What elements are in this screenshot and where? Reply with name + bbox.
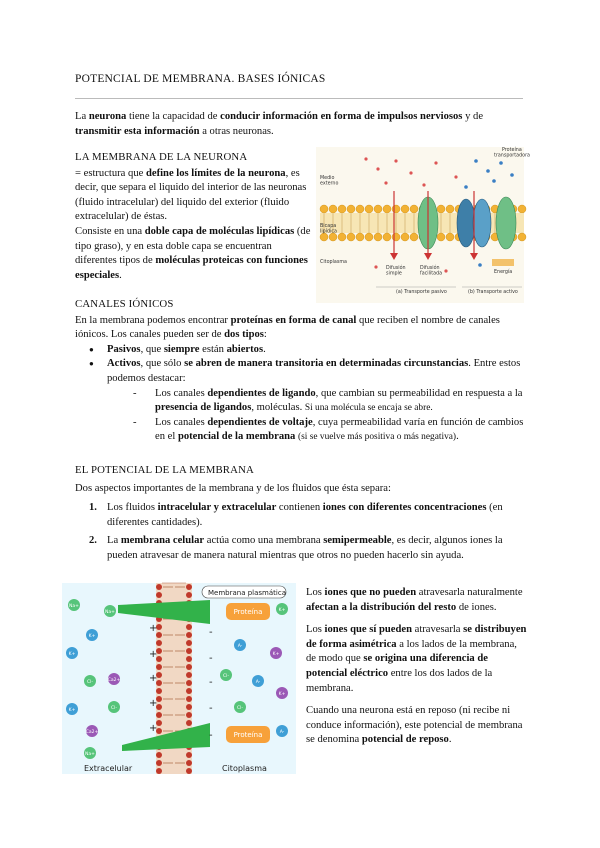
ion-label-2: K+ (88, 634, 96, 639)
plus-sign-1: + (149, 623, 158, 634)
ion-label-15: A- (255, 680, 261, 685)
svg-text:(b) Transporte activo: (b) Transporte activo (468, 290, 518, 295)
plus-sign-4: + (149, 698, 158, 709)
protein-label-top: Proteína (233, 608, 263, 616)
membrana-section (75, 150, 311, 283)
label-proteina-line1: Proteína (502, 148, 522, 153)
svg-text:Medioexterno: Medio externo (320, 176, 339, 187)
membrane-label: Membrana plasmática (208, 589, 286, 597)
ion-label-6: Ca2+ (107, 678, 121, 683)
ion-label-14: Cl- (222, 674, 230, 679)
page-title: POTENCIAL DE MEMBRANA. BASES IÓNICAS (75, 73, 326, 85)
ion-label-16: K+ (278, 692, 286, 697)
svg-text:(a) Transporte pasivo: (a) Transporte pasivo (396, 290, 447, 295)
ion-label-13: K+ (272, 652, 280, 657)
ion-p1: Los iones que no pueden atravesarla naturalmente afectan a la distribución del resto de iones. (306, 587, 523, 613)
potencial-heading: EL POTENCIAL DE LA MEMBRANA (75, 464, 254, 476)
svg-text:Citoplasma: Citoplasma (320, 260, 347, 265)
list-item-membrana-celular: 2. La membrana celular actúa como una membrana semipermeable, es decir, algunos iones la pueden atravesar de manera natural mientras que otros no pueden hacerlo sin ayuda. (89, 535, 503, 561)
plus-sign-3: + (149, 673, 158, 684)
potencial-list (75, 501, 530, 563)
ion-label-7: K+ (68, 708, 76, 713)
membrane-proteins (418, 197, 516, 249)
list-item-fluidos: 1. Los fluidos intracelular y extracelular contienen iones con diferentes concentraciones (en diferentes cantidades). (89, 502, 503, 528)
potencial-section (75, 463, 530, 564)
minus-sign-4: - (209, 703, 213, 714)
svg-text:Difusiónfacilitada: Difusión facilitada (420, 266, 443, 277)
ion-distribution-figure (62, 583, 296, 774)
membrane-bilayer-figure (316, 147, 530, 303)
ion-label-3: Na+ (105, 610, 115, 615)
ion-label-18: A- (279, 730, 285, 735)
minus-sign-2: - (209, 653, 213, 664)
canales-section (75, 297, 530, 445)
svg-text:Energía: Energía (494, 270, 513, 275)
minus-sign-5: - (209, 730, 213, 741)
svg-text:Bicapalipídica: Bicapa lipídica (320, 224, 337, 235)
ion-p2: Los iones que sí pueden atravesarla se distribuyen de forma asimétrica a los lados de la membrana, de modo que se origina una diferencia de potencial eléctrico entre los dos lados de la membrana. (306, 624, 527, 694)
ion-explanation (306, 586, 528, 756)
ion-p3: Cuando una neurona está en reposo (ni recibe ni conduce información), este potencial de membrana se denomina potencial de reposo. (306, 705, 523, 746)
potencial-intro: Dos aspectos importantes de la membrana y de los fluidos que ésta separa: (75, 482, 391, 494)
ion-label-17: Cl- (236, 706, 244, 711)
list-item-voltaje: - Los canales dependientes de voltaje, cuya permeabilidad varía en función de cambios en el potencial de la membrana (si se vuelve más positiva o más negativa). (75, 416, 530, 445)
membrana-def: = estructura que define los límites de la neurona, es decir, que separa el liquido del interior de las neuronas (fluido intracelular) del liquido del exterior (fluido extracelular) de éstas. (75, 167, 307, 223)
membrana-heading: LA MEMBRANA DE LA NEURONA (75, 151, 248, 163)
canales-intro: En la membrana podemos encontrar proteínas en forma de canal que reciben el nombre de canales iónicos. Los canales pueden ser de dos tipos: (75, 314, 500, 341)
extracellular-label: Extracelular (84, 764, 133, 773)
plus-sign-2: + (149, 649, 158, 660)
membrana-structure: Consiste en una doble capa de moléculas lipídicas (de tipo graso), y en esta doble capa se encuentran diferentes tipos de moléculas proteicas con funciones especiales. (75, 225, 311, 281)
svg-text:Difusiónsimple: Difusión simple (386, 266, 406, 277)
list-item-pasivos: ● Pasivos, que siempre están abiertos. (75, 343, 530, 358)
ion-label-12: A- (237, 644, 243, 649)
intro-paragraph: La neurona tiene la capacidad de conducir información en forma de impulsos nerviosos y de transmitir esta información a otras neuronas. (75, 111, 484, 137)
ion-label-4: K+ (68, 652, 76, 657)
ion-label-5: Cl- (86, 680, 94, 685)
citoplasma-label: Citoplasma (222, 764, 267, 773)
label-proteina-line2: transportadora (494, 153, 530, 159)
plus-sign-5: + (149, 723, 158, 734)
canales-heading: CANALES IÓNICOS (75, 298, 174, 310)
ion-label-11: K+ (278, 608, 286, 613)
ion-label-9: Ca2+ (85, 730, 99, 735)
list-item-ligando: - Los canales dependientes de ligando, que cambian su permeabilidad en respuesta a la presencia de ligandos, moléculas. Si una molécula se encaja se abre. (75, 387, 530, 416)
activos-sublist (75, 387, 530, 445)
protein-label-bottom: Proteína (233, 731, 263, 739)
ion-label-10: Na+ (85, 752, 95, 757)
title-divider (75, 98, 523, 99)
canales-list (75, 343, 530, 387)
ion-label-8: Cl- (110, 706, 118, 711)
ion-label-1: Na+ (69, 604, 79, 609)
minus-sign-1: - (209, 627, 213, 638)
minus-sign-3: - (209, 677, 213, 688)
list-item-activos: ● Activos, que sólo se abren de manera transitoria en determinadas circunstancias. Entre estos podemos destacar: (75, 357, 530, 386)
